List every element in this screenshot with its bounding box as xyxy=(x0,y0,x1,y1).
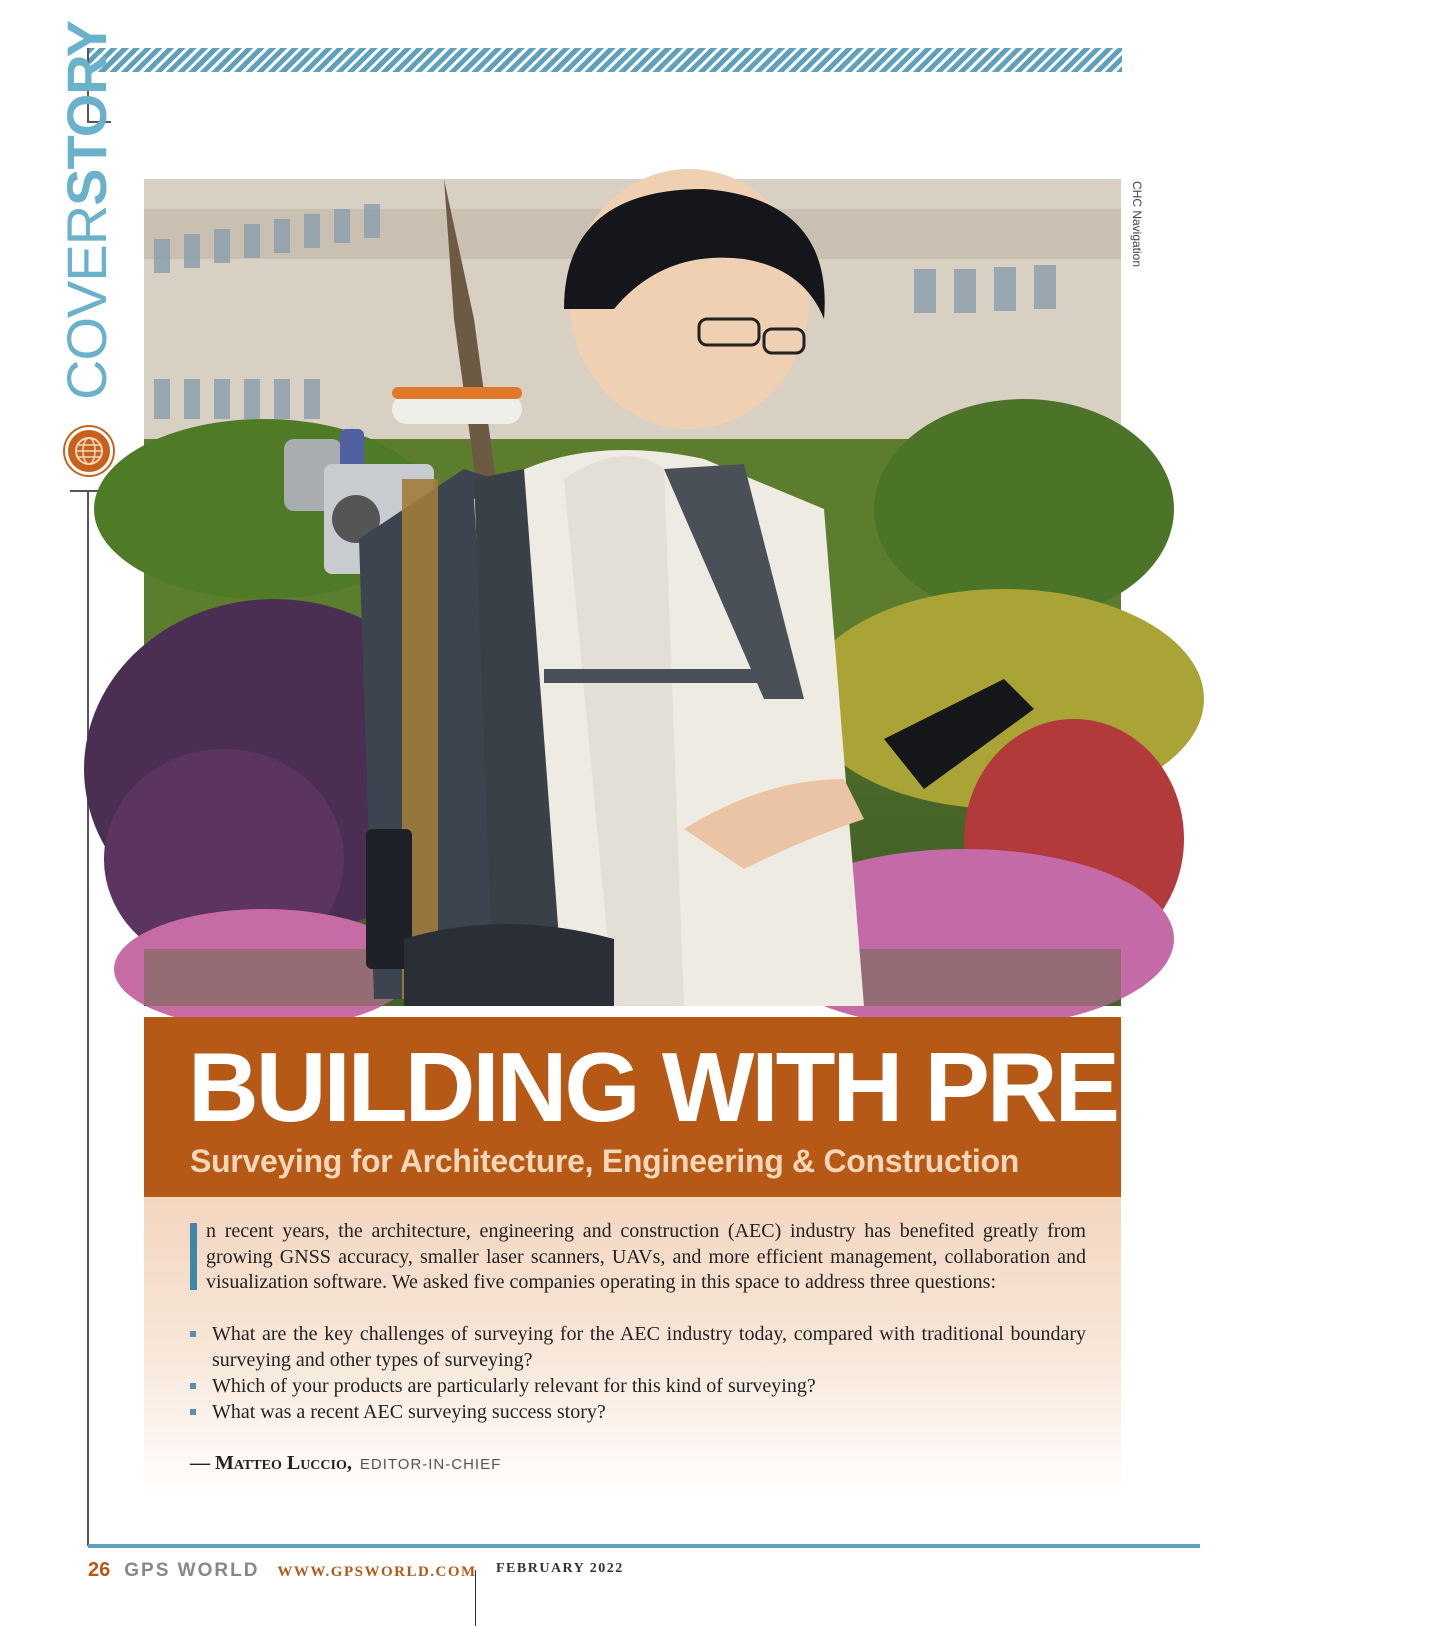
section-label-light: COVER xyxy=(55,205,118,400)
issue-date: FEBRUARY 2022 xyxy=(496,1561,624,1576)
page-number: 26 xyxy=(88,1559,111,1581)
list-item: Which of your products are particularly relevant for this kind of surveying? xyxy=(190,1373,1086,1399)
page-footer xyxy=(88,1559,624,1589)
section-label-bold: STORY xyxy=(55,21,118,206)
cover-photo xyxy=(144,179,1121,1006)
footer-rule xyxy=(88,1544,1200,1548)
byline-name: — Matteo Luccio, xyxy=(190,1452,352,1474)
section-label xyxy=(55,21,118,400)
website-link[interactable]: WWW.GPSWORLD.COM xyxy=(277,1564,477,1580)
question-list xyxy=(190,1321,1086,1425)
magazine-name: GPS WORLD xyxy=(124,1560,260,1581)
headline: BUILDING WITH PRECISION xyxy=(188,1032,1437,1142)
subheadline: Surveying for Architecture, Engineering & Construction xyxy=(190,1143,1019,1179)
intro-paragraph: n recent years, the architecture, engineering and construction (AEC) industry has benefited greatly from growing GNSS accuracy, smaller laser scanners, UAVs, and more efficient management, collaboration and visualization software. We asked five companies operating in this space to address three questions: xyxy=(206,1220,1086,1293)
left-rule xyxy=(87,490,89,1546)
byline xyxy=(190,1452,501,1475)
intro-panel xyxy=(144,1197,1121,1497)
list-item: What are the key challenges of surveying for the AEC industry today, compared with traditional boundary surveying and other types of surveying? xyxy=(190,1321,1086,1373)
photo-credit: CHC Navigation xyxy=(1130,181,1144,268)
list-item: What was a recent AEC surveying success story? xyxy=(190,1399,1086,1425)
dropcap-bar xyxy=(190,1223,197,1290)
byline-role: EDITOR-IN-CHIEF xyxy=(359,1456,502,1473)
globe-icon xyxy=(65,427,113,475)
title-band xyxy=(144,1017,1437,1197)
top-decorative-stripe xyxy=(88,48,1122,72)
